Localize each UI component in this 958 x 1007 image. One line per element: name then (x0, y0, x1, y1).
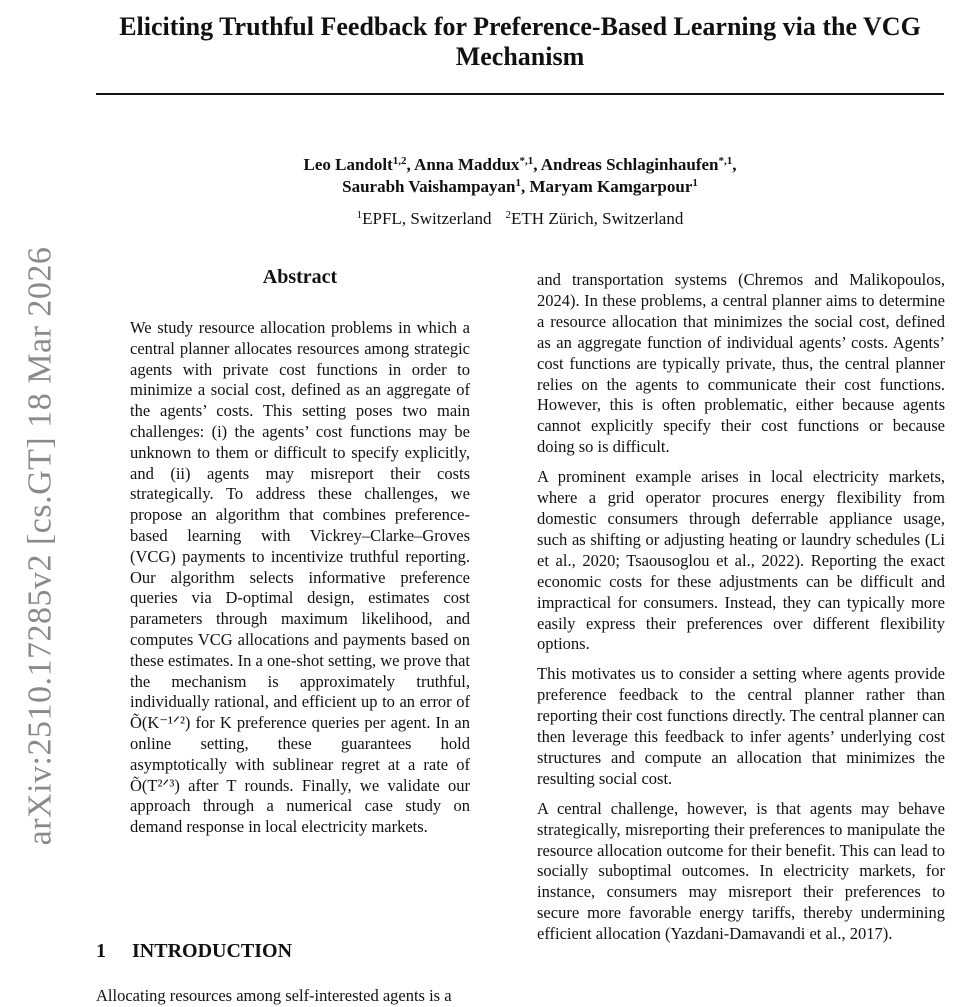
abstract-text: We study resource allocation problems in which a central planner allocates resources among strategic agents with private cost functions in order to minimize a social cost, defined as an aggregate of the agents’ costs. This setting poses two main challenges: (i) the agents’ cost functions may be unknown to them or difficult to specify explicitly, and (ii) agents may misreport their costs strategically. To address these challenges, we propose an algorithm that combines preference-based learning with Vickrey–Clarke–Groves (VCG) payments to incentivize truthful reporting. Our algorithm selects informative preference queries via D-optimal design, estimates cost parameters through maximum likelihood, and computes VCG allocations and payments based on these estimates. In a one-shot setting, we prove that the mechanism is approximately truthful, individually rational, and efficient up to an error of (130, 318, 470, 712)
affiliations (96, 208, 944, 230)
author-marks: 1 (515, 177, 521, 189)
author-marks: *,1 (718, 155, 733, 167)
affiliation-text: EPFL, Switzerland (362, 209, 492, 228)
intro-left-column-text: Allocating resources among self-interested agents is a (96, 986, 452, 1005)
author-name: Andreas Schlaginhaufen (540, 155, 719, 174)
author-marks: *,1 (519, 155, 534, 167)
paragraph: A prominent example arises in local electricity markets, where a grid operator procures energy flexibility from domestic consumers through deferrable appliance usage, such as shifting or adjusting heating or laundry schedules (Li et al., 2020; Tsaousoglou et al., 2022). Reporting the exact economic costs for these adjustments can be difficult and impractical for consumers. Instead, they can typically more easily express their preferences over different flexibility options. (537, 467, 945, 654)
section-number: 1 (96, 940, 106, 962)
author-marks: 1 (692, 177, 698, 189)
author-name: Leo Landolt (303, 155, 393, 174)
paper-title: Eliciting Truthful Feedback for Preference-Based Learning via the VCG Mechanism (119, 12, 921, 71)
section-title: INTRODUCTION (132, 940, 293, 962)
abstract-heading: Abstract (262, 266, 338, 288)
complexity-bound: Õ(K⁻¹ᐟ²) (130, 713, 191, 733)
author-list (96, 154, 944, 198)
affiliation-text: ETH Zürich, Switzerland (511, 209, 684, 228)
author-marks: 1,2 (392, 155, 407, 167)
affiliation-mark: 1 (356, 209, 363, 221)
arxiv-identifier-stamp (20, 240, 60, 852)
abstract-text: after T rounds. Finally, we validate our approach through a numerical case study on demand response in local electricity markets. (130, 775, 470, 837)
regret-bound: Õ(T²ᐟ³) (130, 775, 180, 795)
author-line-1: Leo Landolt$^{1,2}$, Anna Maddux$^{*,1}$, Andreas Schlaginhaufen$^{*,1}$, (303, 155, 737, 174)
intro-right-column (537, 270, 945, 954)
arxiv-identifier-text: arXiv:2510.17285v2 [cs.GT] 18 Mar 2026 (21, 246, 59, 846)
abstract-body (130, 318, 470, 838)
author-name: Maryam Kamgarpour (529, 177, 693, 196)
section-heading (96, 940, 496, 963)
affiliation-mark: 2 (505, 209, 512, 221)
paragraph: and transportation systems (Chremos and Malikopoulos, 2024). In these problems, a central planner aims to determine a resource allocation that minimizes the social cost, defined as an aggregate function of individual agents’ costs. Agents’ cost functions are typically private, thus, the central planner relies on the agents to communicate their cost functions. However, this is often problematic, either because agents cannot explicitly specify their cost functions or because doing so is difficult. (537, 270, 945, 457)
author-name: Saurabh Vaishampayan (342, 177, 516, 196)
author-name: Anna Maddux (414, 155, 520, 174)
paragraph: This motivates us to consider a setting where agents provide preference feedback to the central planner rather than reporting their cost functions directly. The central planner can then leverage this feedback to infer agents’ underlying cost structures and compute an allocation that minimizes the resulting social cost. (537, 664, 945, 788)
abstract-text: for K preference queries per agent. In an online setting, these guarantees hold asymptotically with sublinear regret at a rate of (130, 713, 470, 774)
author-line-2: Saurabh Vaishampayan$^1$, Maryam Kamgarpour$^1$ (342, 177, 698, 196)
title-rule (96, 93, 944, 95)
paragraph: A central challenge, however, is that agents may behave strategically, misreporting their preferences to manipulate the resource allocation outcome for their benefit. This can lead to socially suboptimal outcomes. In electricity markets, for instance, consumers may misreport their preferences to secure more favorable energy tariffs, thereby undermining efficient allocation (Yazdani-Damavandi et al., 2017). (537, 798, 945, 944)
